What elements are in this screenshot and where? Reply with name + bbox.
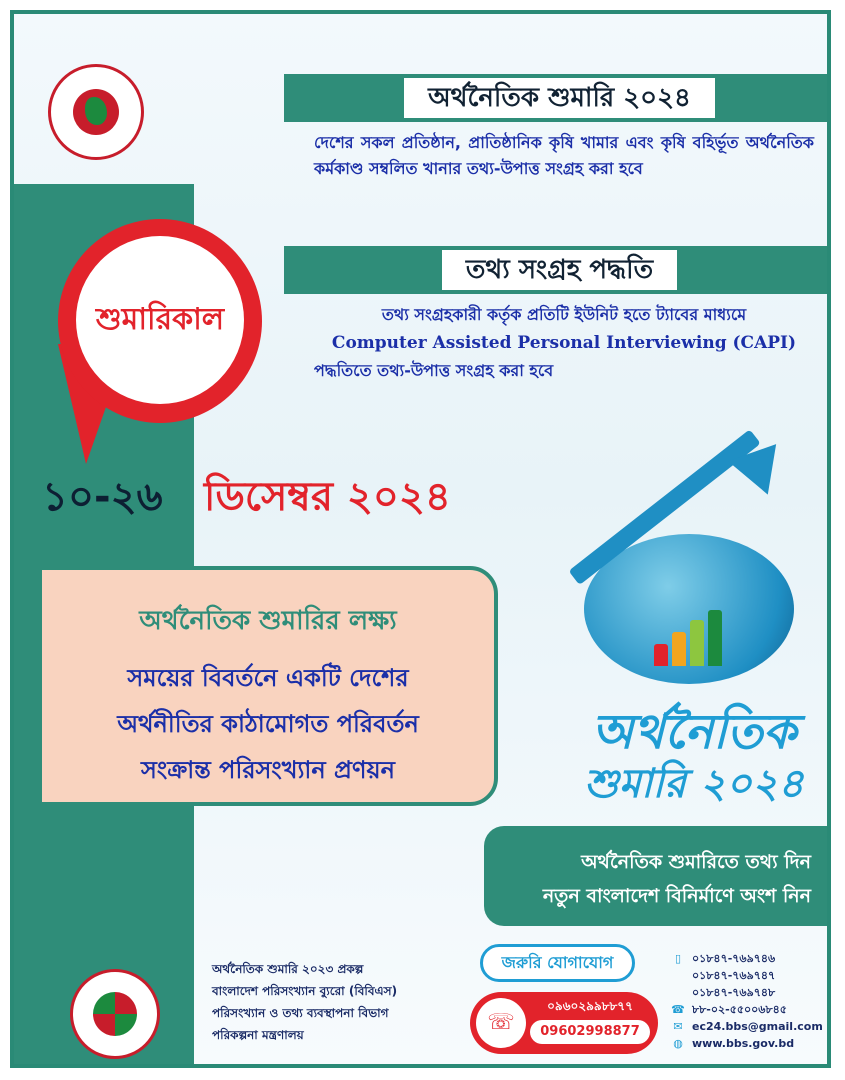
slogan-line-1: অর্থনৈতিক শুমারিতে তথ্য দিন — [581, 851, 811, 873]
goal-box — [38, 566, 498, 806]
emergency-contact-label: জরুরি যোগাযোগ — [480, 944, 635, 982]
method-line-3: পদ্ধতিতে তথ্য-উপাত্ত সংগ্রহ করা হবে — [314, 361, 554, 380]
email-link[interactable]: ec24.bbs@gmail.com — [692, 1020, 823, 1033]
phone-plus-icon: ☏ — [476, 998, 526, 1048]
method-title-bar — [284, 246, 831, 294]
mobile-number: ০১৮৪৭-৭৬৯৭৪৮ — [692, 986, 776, 999]
goal-title: অর্থনৈতিক শুমারির লক্ষ্য — [139, 606, 397, 636]
brand-title-line-2: শুমারি ২০২৪ — [584, 761, 804, 807]
census-period-label: শুমারিকাল — [95, 302, 225, 337]
footer-organization — [212, 958, 442, 1046]
bbs-logo — [70, 969, 160, 1059]
footer-line: বাংলাদেশ পরিসংখ্যান ব্যুরো (বিবিএস) — [212, 984, 398, 998]
census-dates — [14, 459, 534, 529]
globe-icon: ◍ — [673, 1037, 683, 1050]
header-description: দেশের সকল প্রতিষ্ঠান, প্রাতিষ্ঠানিক কৃষি খামার এবং কৃষি বহির্ভূত অর্থনৈতিক কর্মকাণ্ড সম্বলিত খানার তথ্য-উপাত্ত সংগ্রহ করা হবে — [314, 133, 814, 178]
method-line-1: তথ্য সংগ্রহকারী কর্তৃক প্রতিটি ইউনিট হতে ট্যাবের মাধ্যমে — [381, 305, 747, 324]
hotline-number: 09602998877 — [530, 1020, 650, 1044]
slogan-banner — [484, 826, 831, 926]
goal-line-1: সময়ের বিবর্তনে একটি দেশের — [127, 664, 409, 692]
hotline-number-bn: ০৯৬০২৯৯৮৮৭৭ — [547, 999, 633, 1013]
poster-frame — [10, 10, 831, 1068]
government-seal-logo — [48, 64, 144, 160]
chart-bar-icon — [654, 644, 668, 666]
footer-line: পরিকল্পনা মন্ত্রণালয় — [212, 1028, 304, 1042]
goal-line-2: অর্থনীতির কাঠামোগত পরিবর্তন — [117, 710, 419, 738]
title-bar — [284, 74, 831, 122]
chart-bar-icon — [708, 610, 722, 666]
mobile-icon: ▯ — [674, 952, 682, 965]
contact-list — [670, 950, 831, 1052]
email-icon: ✉ — [673, 1020, 683, 1033]
slogan-line-2: নতুন বাংলাদেশ বিনির্মাণে অংশ নিন — [542, 885, 811, 907]
mobile-number: ০১৮৪৭-৭৬৯৭৪৭ — [692, 969, 776, 982]
brand-title-line-1: অর্থনৈতিক — [591, 704, 797, 760]
hotline-badge[interactable] — [470, 992, 658, 1054]
footer-line: পরিসংখ্যান ও তথ্য ব্যবস্থাপনা বিভাগ — [212, 1006, 389, 1020]
page-title: অর্থনৈতিক শুমারি ২০২৪ — [404, 78, 715, 118]
phone-number: ৮৮-০২-৫৫০০৬৮৪৫ — [692, 1003, 787, 1016]
method-title: তথ্য সংগ্রহ পদ্ধতি — [442, 250, 677, 290]
website-link[interactable]: www.bbs.gov.bd — [692, 1037, 795, 1050]
chart-bar-icon — [690, 620, 704, 666]
method-line-capi: Computer Assisted Personal Interviewing (CAPI) — [331, 333, 797, 353]
date-month-year: ডিসেম্বর ২০২৪ — [204, 474, 451, 520]
goal-line-3: সংক্রান্ত পরিসংখ্যান প্রণয়ন — [141, 756, 395, 784]
mobile-number: ০১৮৪৭-৭৬৯৭৪৬ — [692, 952, 776, 965]
phone-icon: ☎ — [671, 1003, 685, 1016]
chart-bar-icon — [672, 632, 686, 666]
footer-line: অর্থনৈতিক শুমারি ২০২৩ প্রকল্প — [212, 962, 364, 976]
date-range: ১০-২৬ — [42, 474, 163, 520]
